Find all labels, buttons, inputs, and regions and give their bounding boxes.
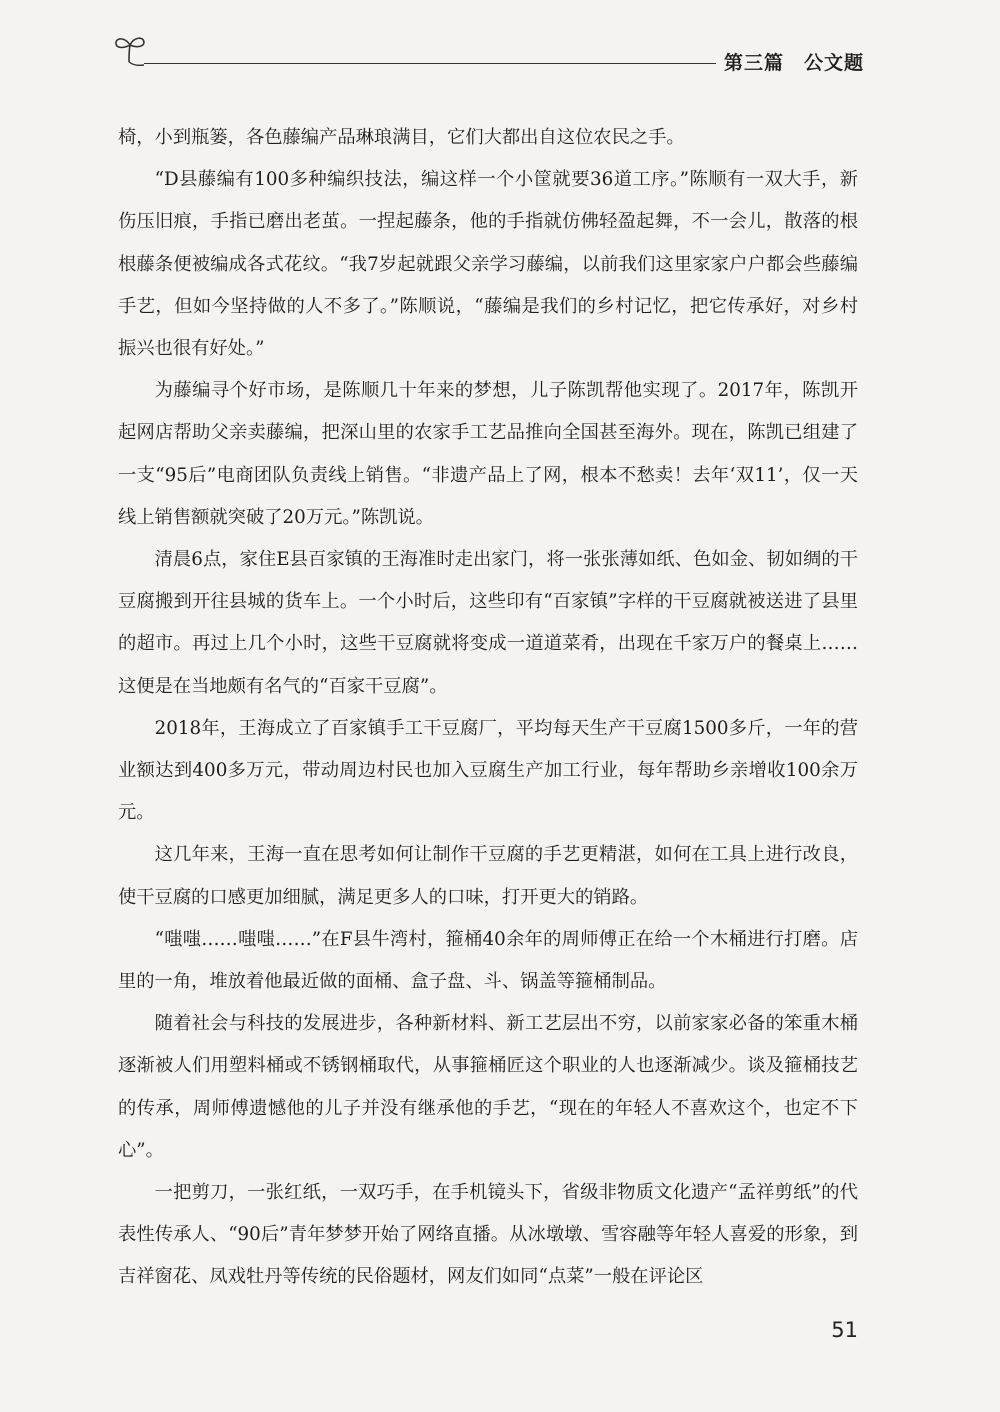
paragraph: 随着社会与科技的发展进步，各种新材料、新工艺层出不穷，以前家家必备的笨重木桶逐渐被人们用塑料桶或不锈钢桶取代，从事箍桶匠这个职业的人也逐渐减少。谈及箍桶技艺的传承，周师傅遗憾他的儿子并没有继承他的手艺，“现在的年轻人不喜欢这个，也定不下心”。 xyxy=(118,1013,858,1161)
header-title xyxy=(724,48,864,75)
paragraph: 这几年来，王海一直在思考如何让制作干豆腐的手艺更精湛，如何在工具上进行改良，使干豆腐的口感更加细腻，满足更多人的口味，打开更大的销路。 xyxy=(118,844,858,908)
page-number: 51 xyxy=(831,1318,858,1342)
sprout-icon xyxy=(112,32,148,66)
header-part: 第三篇 xyxy=(723,52,784,74)
paragraph: 一把剪刀，一张红纸，一双巧手，在手机镜头下，省级非物质文化遗产“孟祥剪纸”的代表性传承人、“90后”青年梦梦开始了网络直播。从冰墩墩、雪容融等年轻人喜爱的形象，到吉祥窗花、凤戏牡丹等传统的民俗题材，网友们如同“点菜”一般在评论区 xyxy=(118,1182,858,1288)
paragraph: 椅，小到瓶篓，各色藤编产品琳琅满目，它们大都出自这位农民之手。 xyxy=(118,127,685,148)
paragraph: “D县藤编有100多种编织技法，编这样一个小筐就要36道工序。”陈顺有一双大手，新伤压旧痕，手指已磨出老茧。一捏起藤条，他的手指就仿佛轻盈起舞，不一会儿，散落的根根藤条便被编成各式花纹。“我7岁起就跟父亲学习藤编，以前我们这里家家户户都会些藤编手艺，但如今坚持做的人不多了。”陈顺说，“藤编是我们的乡村记忆，把它传承好，对乡村振兴也很有好处。” xyxy=(118,169,858,360)
page-header xyxy=(112,30,864,74)
paragraph: 清晨6点，家住E县百家镇的王海准时走出家门，将一张张薄如纸、色如金、韧如绸的干豆腐搬到开往县城的货车上。一个小时后，这些印有“百家镇”字样的干豆腐就被送进了县里的超市。再过上几个小时，这些干豆腐就将变成一道道菜肴，出现在千家万户的餐桌上……这便是在当地颇有名气的“百家干豆腐”。 xyxy=(118,549,858,697)
paragraph: “嗤嗤……嗤嗤……”在F县牛湾村，箍桶40余年的周师傅正在给一个木桶进行打磨。店里的一角，堆放着他最近做的面桶、盒子盘、斗、锅盖等箍桶制品。 xyxy=(118,928,858,993)
paragraph: 2018年，王海成立了百家镇手工干豆腐厂，平均每天生产干豆腐1500多斤，一年的营业额达到400多万元，带动周边村民也加入豆腐生产加工行业，每年帮助乡亲增收100余万元。 xyxy=(118,717,858,824)
header-rule xyxy=(144,63,716,64)
body-text xyxy=(118,117,858,1299)
header-section: 公文题 xyxy=(803,52,864,74)
paragraph: 为藤编寻个好市场，是陈顺几十年来的梦想，儿子陈凯帮他实现了。2017年，陈凯开起网店帮助父亲卖藤编，把深山里的农家手工艺品推向全国甚至海外。现在，陈凯已组建了一支“95后”电商团队负责线上销售。“非遗产品上了网，根本不愁卖！去年‘双11’，仅一天线上销售额就突破了20万元。”陈凯说。 xyxy=(118,380,858,528)
